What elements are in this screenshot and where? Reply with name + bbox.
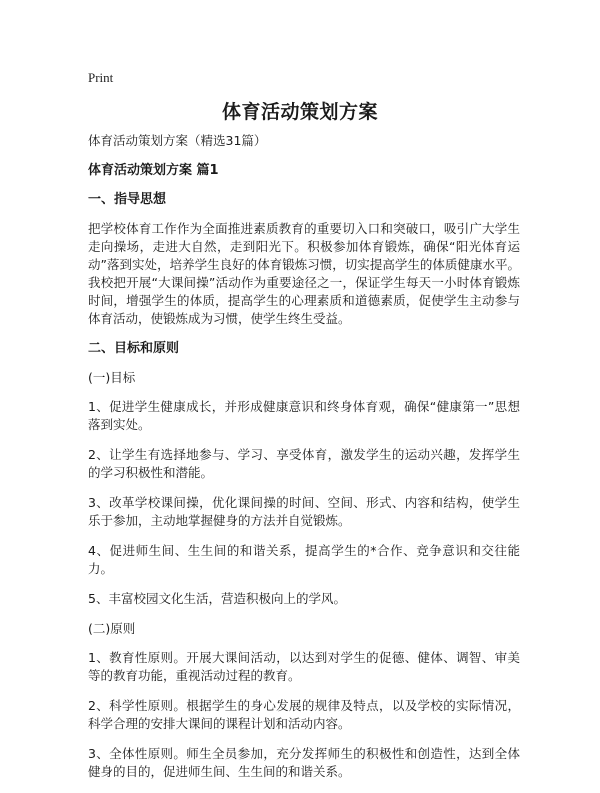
section-heading-guiding-ideology: 一、指导思想 (88, 192, 167, 207)
goal-item: 4、促进师生间、生生间的和谐关系，提高学生的*合作、竞争意识和交往能力。 (88, 543, 520, 576)
goals-subheading: (一)目标 (88, 370, 136, 385)
guiding-ideology-paragraph: 把学校体育工作作为全面推进素质教育的重要切入口和突破口，吸引广大学生走向操场，走进大自然，走到阳光下。积极参加体育锻炼，确保“阳光体育运动”落到实处，培养学生良好的体育锻炼习惯，切实提高学生的体质健康水平。我校把开展“大课间操”活动作为重要途径之一，保证学生每天一小时体育锻炼时间，增强学生的体质，提高学生的心理素质和道德素质，促使学生主动参与体育活动，使锻炼成为习惯，使学生终生受益。 (88, 221, 520, 326)
principles-subheading: (二)原则 (88, 621, 136, 636)
goal-item: 5、丰富校园文化生活，营造积极向上的学风。 (88, 591, 346, 606)
principle-item: 2、科学性原则。根据学生的身心发展的规律及特点，以及学校的实际情况，科学合理的安排大课间的课程计划和活动内容。 (88, 698, 520, 731)
goal-item: 1、促进学生健康成长，并形成健康意识和终身体育观，确保“健康第一”思想落到实处。 (88, 399, 520, 432)
print-link[interactable]: Print (88, 70, 114, 85)
section-heading-goals-principles: 二、目标和原则 (88, 341, 180, 356)
goal-item: 2、让学生有选择地参与、学习、享受体育，激发学生的运动兴趣，发挥学生的学习积极性和潜能。 (88, 447, 520, 480)
article-heading: 体育活动策划方案 篇1 (88, 163, 219, 178)
goal-item: 3、改革学校课间操，优化课间操的时间、空间、形式、内容和结构，使学生乐于参加，主动地掌握健身的方法并自觉锻炼。 (88, 495, 520, 528)
document-subtitle: 体育活动策划方案（精选31篇） (88, 133, 267, 148)
principle-item: 3、全体性原则。师生全员参加，充分发挥师生的积极性和创造性，达到全体健身的目的，促进师生间、生生间的和谐关系。 (88, 746, 520, 779)
page-title: 体育活动策划方案 (221, 101, 378, 123)
principle-item: 1、教育性原则。开展大课间活动，以达到对学生的促德、健体、调智、审美等的教育功能，重视活动过程的教育。 (88, 650, 520, 683)
document-body (88, 132, 520, 793)
